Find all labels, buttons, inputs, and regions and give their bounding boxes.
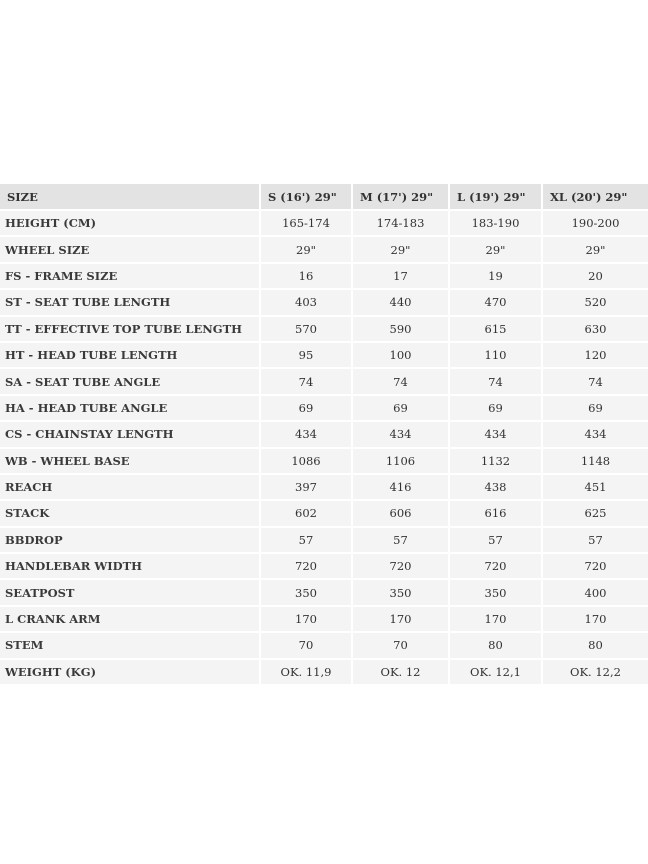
table-cell: 720: [353, 554, 450, 578]
table-row: [0, 528, 648, 552]
table-cell: 57: [543, 528, 648, 552]
table-cell: 29": [450, 237, 543, 261]
row-label: HANDLEBAR WIDTH: [0, 554, 261, 578]
table-row: [0, 264, 648, 288]
header-size-label: SIZE: [0, 184, 261, 209]
table-cell: 434: [450, 422, 543, 446]
table-cell: 438: [450, 475, 543, 499]
row-label: HT - HEAD TUBE LENGTH: [0, 343, 261, 367]
table-cell: OK. 12: [353, 660, 450, 684]
table-cell: 400: [543, 580, 648, 604]
table-cell: 470: [450, 290, 543, 314]
table-cell: 29": [261, 237, 353, 261]
table-cell: 397: [261, 475, 353, 499]
row-label: L CRANK ARM: [0, 607, 261, 631]
table-cell: 720: [543, 554, 648, 578]
table-cell: 434: [353, 422, 450, 446]
table-cell: 403: [261, 290, 353, 314]
row-label: WB - WHEEL BASE: [0, 449, 261, 473]
table-cell: 630: [543, 317, 648, 341]
table-cell: 170: [261, 607, 353, 631]
table-cell: 29": [353, 237, 450, 261]
table-cell: 416: [353, 475, 450, 499]
table-cell: 451: [543, 475, 648, 499]
table-row: [0, 607, 648, 631]
header-size-column: L (19') 29": [450, 184, 543, 209]
table-cell: 602: [261, 501, 353, 525]
table-cell: 434: [543, 422, 648, 446]
table-cell: 570: [261, 317, 353, 341]
table-row: [0, 633, 648, 657]
table-row: [0, 211, 648, 235]
table-cell: 440: [353, 290, 450, 314]
table-cell: 120: [543, 343, 648, 367]
table-cell: 70: [353, 633, 450, 657]
table-cell: 434: [261, 422, 353, 446]
table-cell: 74: [543, 369, 648, 393]
table-cell: 17: [353, 264, 450, 288]
table-cell: 70: [261, 633, 353, 657]
table-cell: 80: [450, 633, 543, 657]
table-row: [0, 422, 648, 446]
table-cell: 616: [450, 501, 543, 525]
row-label: REACH: [0, 475, 261, 499]
table-cell: 1106: [353, 449, 450, 473]
row-label: HA - HEAD TUBE ANGLE: [0, 396, 261, 420]
table-cell: 110: [450, 343, 543, 367]
table-row: [0, 317, 648, 341]
table-cell: 1086: [261, 449, 353, 473]
header-size-column: M (17') 29": [353, 184, 450, 209]
table-cell: 350: [450, 580, 543, 604]
table-cell: 165-174: [261, 211, 353, 235]
table-cell: 74: [261, 369, 353, 393]
table-cell: 174-183: [353, 211, 450, 235]
row-label: STEM: [0, 633, 261, 657]
row-label: SA - SEAT TUBE ANGLE: [0, 369, 261, 393]
table-cell: OK. 12,2: [543, 660, 648, 684]
table-cell: 615: [450, 317, 543, 341]
table-cell: 720: [450, 554, 543, 578]
table-cell: 625: [543, 501, 648, 525]
table-cell: OK. 12,1: [450, 660, 543, 684]
table-cell: 74: [450, 369, 543, 393]
table-cell: 29": [543, 237, 648, 261]
table-cell: 520: [543, 290, 648, 314]
header-size-column: XL (20') 29": [543, 184, 648, 209]
row-label: ST - SEAT TUBE LENGTH: [0, 290, 261, 314]
table-cell: 170: [353, 607, 450, 631]
table-cell: 19: [450, 264, 543, 288]
table-cell: 57: [353, 528, 450, 552]
table-cell: 74: [353, 369, 450, 393]
table-row: [0, 237, 648, 261]
table-row: [0, 554, 648, 578]
table-cell: 720: [261, 554, 353, 578]
table-cell: 69: [353, 396, 450, 420]
table-row: [0, 501, 648, 525]
table-cell: 170: [450, 607, 543, 631]
table-cell: 350: [261, 580, 353, 604]
geometry-table: [0, 182, 648, 686]
row-label: FS - FRAME SIZE: [0, 264, 261, 288]
table-cell: 100: [353, 343, 450, 367]
table-cell: 69: [450, 396, 543, 420]
table-cell: 1148: [543, 449, 648, 473]
table-cell: 95: [261, 343, 353, 367]
table-row: [0, 580, 648, 604]
table-cell: 183-190: [450, 211, 543, 235]
row-label: HEIGHT (CM): [0, 211, 261, 235]
table-row: [0, 475, 648, 499]
table-body: [0, 211, 648, 684]
table-cell: 57: [450, 528, 543, 552]
table-cell: 190-200: [543, 211, 648, 235]
table-cell: 80: [543, 633, 648, 657]
row-label: WHEEL SIZE: [0, 237, 261, 261]
table-row: [0, 396, 648, 420]
table-cell: 20: [543, 264, 648, 288]
row-label: TT - EFFECTIVE TOP TUBE LENGTH: [0, 317, 261, 341]
table-row: [0, 660, 648, 684]
table-cell: 590: [353, 317, 450, 341]
table-row: [0, 343, 648, 367]
row-label: STACK: [0, 501, 261, 525]
table-cell: 606: [353, 501, 450, 525]
table-cell: 69: [543, 396, 648, 420]
row-label: BBDROP: [0, 528, 261, 552]
table-row: [0, 449, 648, 473]
table-row: [0, 369, 648, 393]
table-row: [0, 290, 648, 314]
table-cell: 1132: [450, 449, 543, 473]
table-cell: 16: [261, 264, 353, 288]
table-cell: OK. 11,9: [261, 660, 353, 684]
header-size-column: S (16') 29": [261, 184, 353, 209]
row-label: SEATPOST: [0, 580, 261, 604]
row-label: WEIGHT (KG): [0, 660, 261, 684]
table-header: [0, 184, 648, 209]
table-cell: 69: [261, 396, 353, 420]
table-cell: 57: [261, 528, 353, 552]
row-label: CS - CHAINSTAY LENGTH: [0, 422, 261, 446]
table-cell: 350: [353, 580, 450, 604]
table-cell: 170: [543, 607, 648, 631]
header-row: [0, 184, 648, 209]
